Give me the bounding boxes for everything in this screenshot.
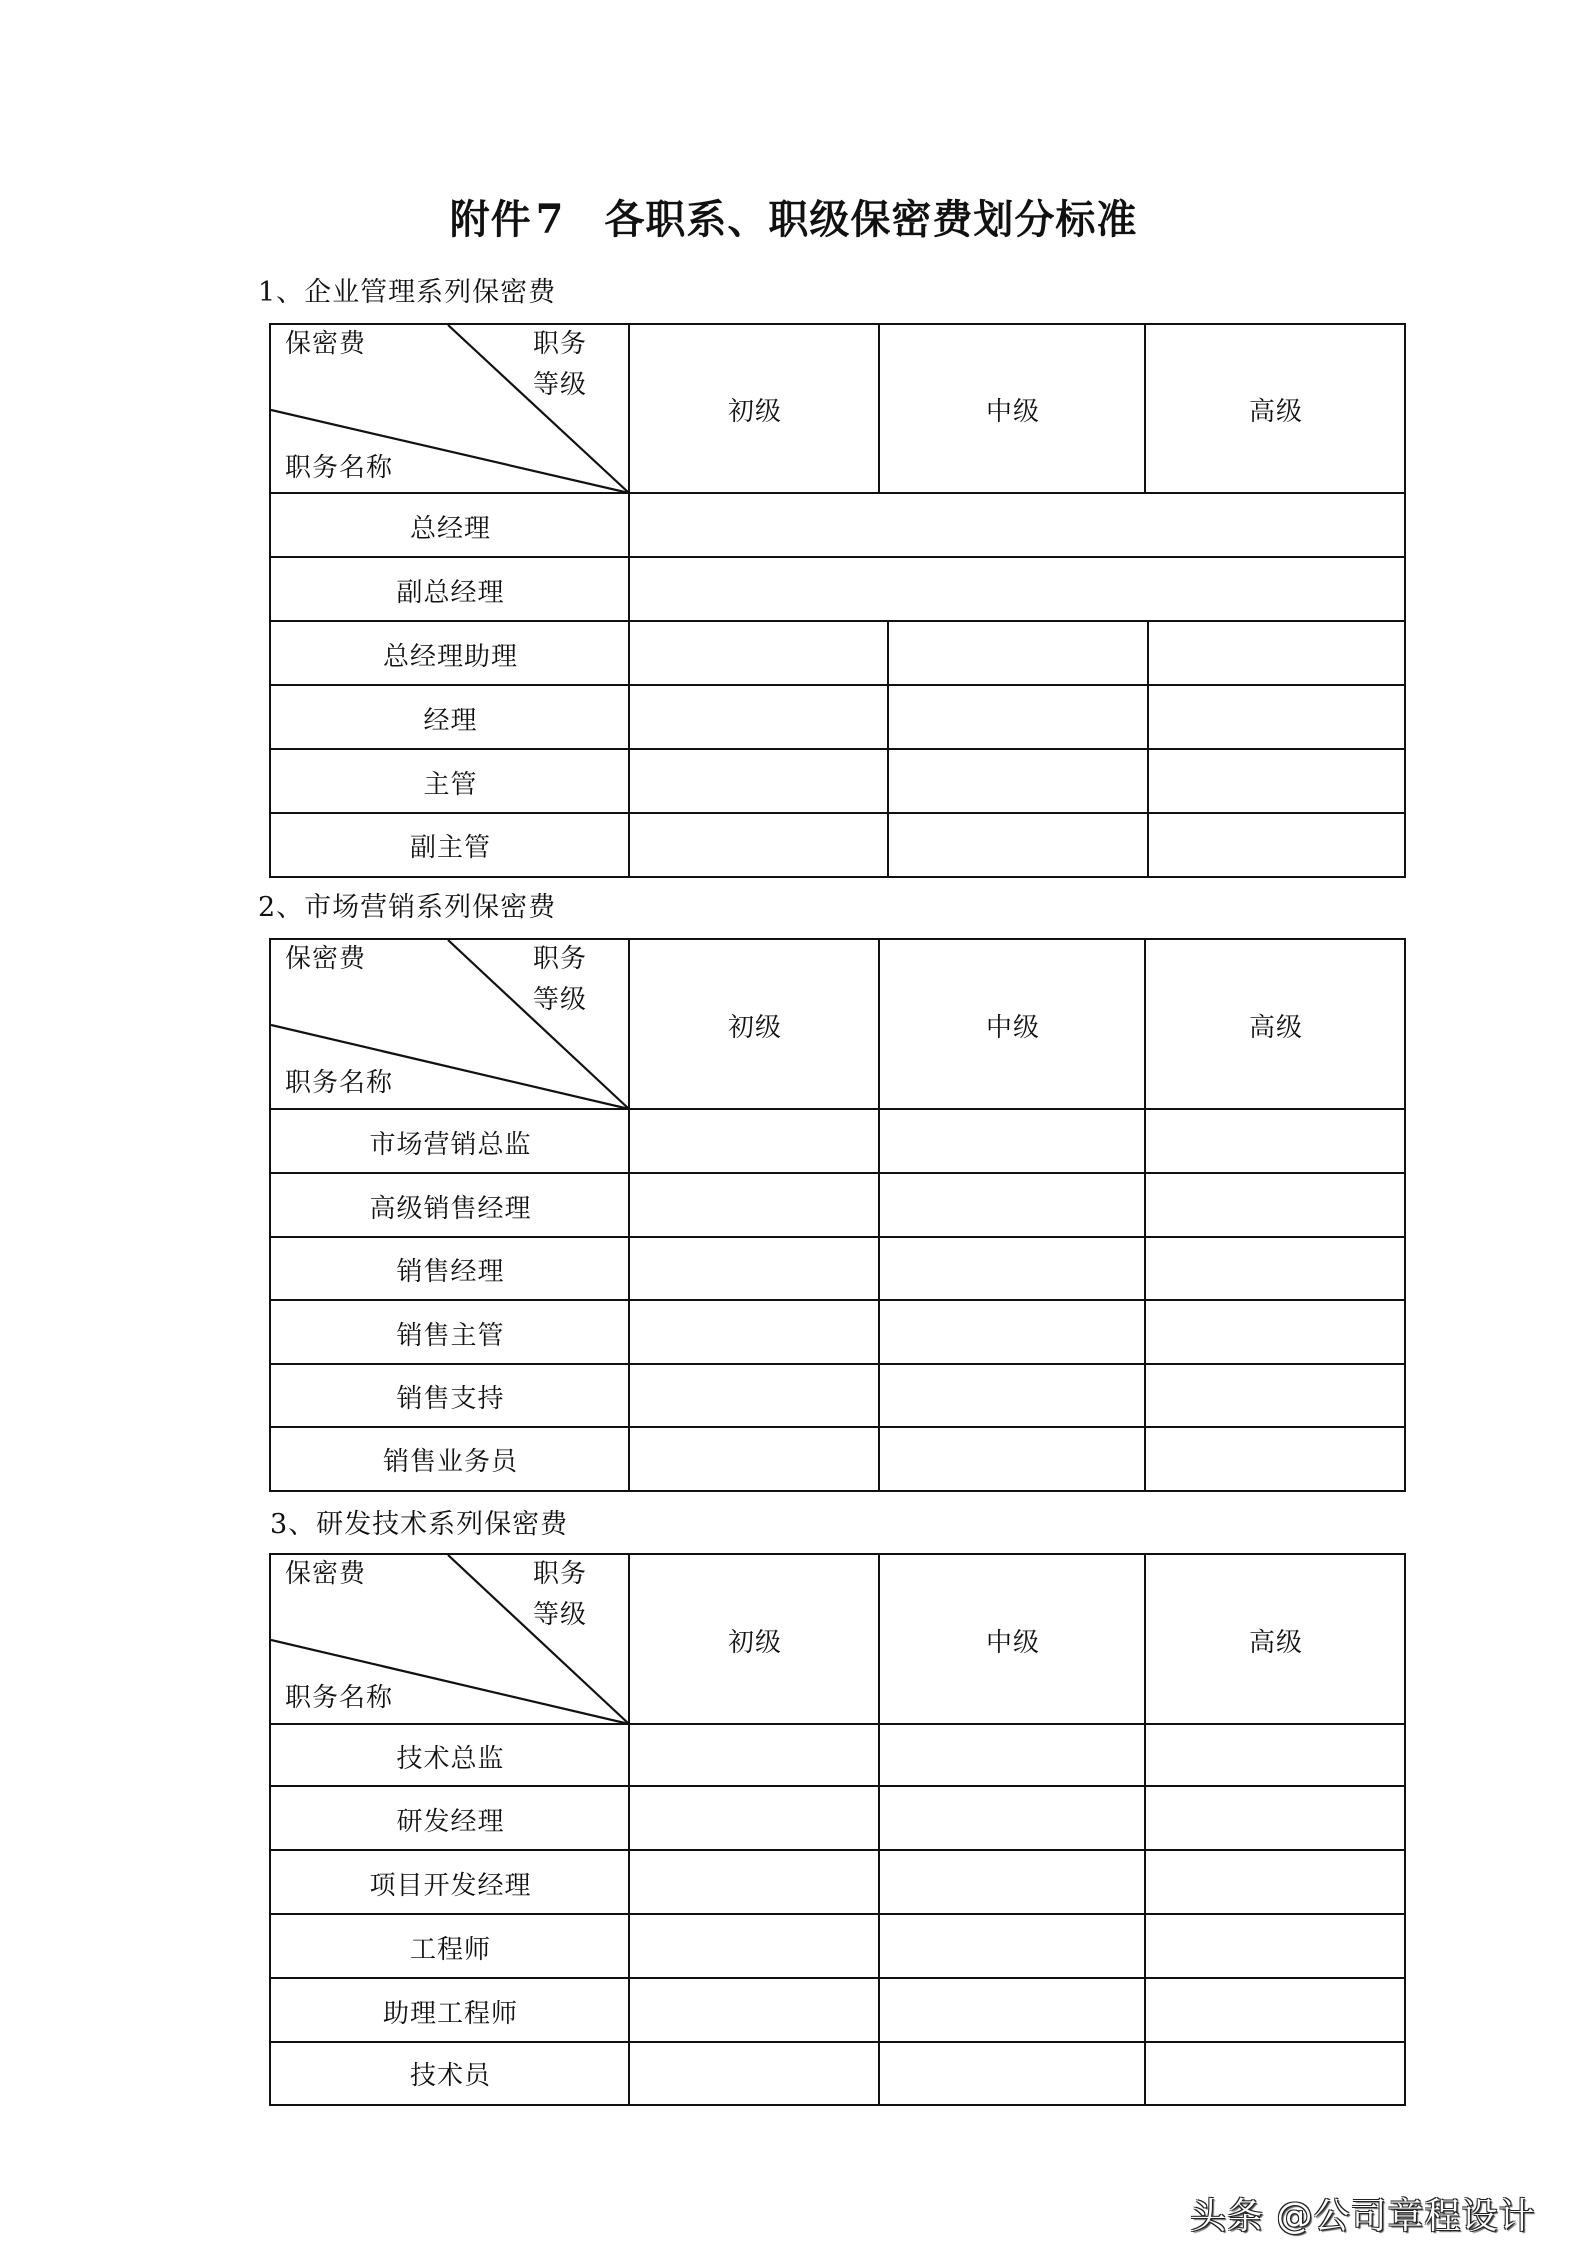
- diagonal-header-cell: [271, 325, 630, 494]
- table-row: [271, 812, 1404, 876]
- table-header-row: [271, 1555, 1404, 1725]
- fee-cell-junior[interactable]: [628, 1979, 880, 2043]
- corner-label-title: 职务名称: [285, 1068, 394, 1098]
- row-title: 项目开发经理: [369, 1870, 532, 1901]
- fee-cell-senior[interactable]: [1147, 686, 1404, 750]
- fee-cell-junior[interactable]: [628, 1365, 880, 1428]
- corner-label-level: 等级: [533, 985, 588, 1015]
- header-level-senior: 高级: [1144, 1555, 1406, 1725]
- fee-cell-junior[interactable]: [628, 1787, 880, 1851]
- header-level-senior: 高级: [1144, 940, 1406, 1110]
- corner-label-title: 职务名称: [285, 453, 394, 483]
- fee-cell-senior[interactable]: [1144, 1851, 1404, 1915]
- row-title: 技术员: [409, 2061, 491, 2091]
- table-row: [271, 1977, 1404, 2043]
- title-text: 各职系、职级保密费划分标准: [604, 196, 1138, 243]
- corner-label-fee: 保密费: [285, 329, 367, 359]
- fee-cell-junior[interactable]: [628, 1851, 880, 1915]
- table-row: [271, 684, 1404, 750]
- corner-label-position: 职务: [533, 1559, 588, 1589]
- table-row: [271, 620, 1404, 686]
- row-title: 技术总监: [396, 1743, 505, 1774]
- corner-label-position: 职务: [533, 329, 588, 359]
- table-row: [271, 1108, 1404, 1174]
- table-row: [271, 1172, 1404, 1238]
- corner-label-title: 职务名称: [285, 1683, 394, 1713]
- fee-cell-senior[interactable]: [1147, 814, 1404, 876]
- fee-cell-junior[interactable]: [628, 1110, 880, 1174]
- fee-cell-middle[interactable]: [878, 1915, 1146, 1979]
- fee-cell-senior[interactable]: [1144, 1428, 1404, 1490]
- table-row: [271, 1426, 1404, 1490]
- fee-cell-senior[interactable]: [1147, 750, 1404, 814]
- corner-label-position: 职务: [533, 944, 588, 974]
- row-title: 销售经理: [396, 1257, 505, 1287]
- row-title: 总经理助理: [382, 641, 518, 672]
- fee-cell-senior[interactable]: [1144, 1915, 1404, 1979]
- fee-cell-senior[interactable]: [1144, 1174, 1404, 1238]
- section-3-table: [269, 1553, 1406, 2106]
- fee-cell-senior[interactable]: [1144, 1787, 1404, 1851]
- fee-cell-middle[interactable]: [878, 1301, 1146, 1365]
- header-level-middle: 中级: [878, 1555, 1146, 1725]
- page-title: [0, 192, 1587, 248]
- fee-cell-middle[interactable]: [878, 1174, 1146, 1238]
- fee-cell-junior[interactable]: [628, 1238, 880, 1301]
- header-level-junior: 初级: [628, 325, 880, 494]
- section-1-table: [269, 323, 1406, 878]
- row-title: 副总经理: [396, 577, 505, 608]
- row-title: 研发经理: [396, 1806, 505, 1837]
- row-title: 工程师: [409, 1934, 491, 1965]
- fee-cell-junior[interactable]: [628, 814, 889, 876]
- fee-cell-middle[interactable]: [887, 622, 1149, 686]
- row-title: 副主管: [409, 832, 491, 863]
- header-level-junior: 初级: [628, 1555, 880, 1725]
- fee-cell-middle[interactable]: [887, 750, 1149, 814]
- corner-label-fee: 保密费: [285, 944, 367, 974]
- fee-cell-senior[interactable]: [1144, 2043, 1404, 2104]
- table-row: [271, 492, 1404, 558]
- fee-cell-middle[interactable]: [878, 1787, 1146, 1851]
- fee-cell-middle[interactable]: [878, 1725, 1146, 1787]
- table-row: [271, 1299, 1404, 1365]
- fee-cell-middle[interactable]: [887, 686, 1149, 750]
- fee-cell-junior[interactable]: [628, 1301, 880, 1365]
- table-header-row: [271, 325, 1404, 494]
- corner-label-level: 等级: [533, 1600, 588, 1630]
- diagonal-header-cell: [271, 940, 630, 1110]
- section-3-label: 3、研发技术系列保密费: [270, 1509, 569, 1540]
- row-title: 经理: [423, 705, 478, 736]
- row-title: 助理工程师: [382, 1998, 518, 2029]
- fee-cell-junior[interactable]: [628, 1915, 880, 1979]
- fee-cell-senior[interactable]: [1144, 1725, 1404, 1787]
- table-row: [271, 2041, 1404, 2104]
- fee-cell-senior[interactable]: [1144, 1238, 1404, 1301]
- table-row: [271, 556, 1404, 622]
- section-2-table: [269, 938, 1406, 1492]
- fee-cell-middle[interactable]: [878, 1851, 1146, 1915]
- corner-label-level: 等级: [533, 370, 588, 400]
- fee-cell-junior[interactable]: [628, 1174, 880, 1238]
- fee-cell-middle[interactable]: [878, 1428, 1146, 1490]
- fee-cell-middle[interactable]: [878, 1238, 1146, 1301]
- row-title: 市场营销总监: [369, 1129, 532, 1160]
- fee-cell-junior[interactable]: [628, 2043, 880, 2104]
- section-1-label: 1、企业管理系列保密费: [258, 277, 557, 308]
- header-level-junior: 初级: [628, 940, 880, 1110]
- fee-cell-middle[interactable]: [878, 2043, 1146, 2104]
- fee-cell-senior[interactable]: [1147, 622, 1404, 686]
- table-row: [271, 1913, 1404, 1979]
- fee-cell-junior[interactable]: [628, 1725, 880, 1787]
- corner-label-fee: 保密费: [285, 1559, 367, 1589]
- fee-cell-junior[interactable]: [628, 750, 889, 814]
- header-level-middle: 中级: [878, 325, 1146, 494]
- table-row: [271, 1236, 1404, 1301]
- row-title: 总经理: [409, 513, 491, 544]
- title-prefix: 附件: [449, 196, 532, 243]
- table-header-row: [271, 940, 1404, 1110]
- fee-cell-middle[interactable]: [878, 1979, 1146, 2043]
- fee-cell-middle[interactable]: [887, 814, 1149, 876]
- fee-cell-senior[interactable]: [1144, 1979, 1404, 2043]
- fee-cell-junior[interactable]: [628, 686, 889, 750]
- row-title: 高级销售经理: [369, 1193, 532, 1224]
- table-row: [271, 1849, 1404, 1915]
- fee-cell-senior[interactable]: [1144, 1110, 1404, 1174]
- table-row: [271, 1785, 1404, 1851]
- table-row: [271, 748, 1404, 814]
- section-2-label: 2、市场营销系列保密费: [258, 892, 557, 923]
- fee-cell-junior[interactable]: [628, 1428, 880, 1490]
- row-title: 主管: [423, 769, 478, 800]
- table-row: [271, 1723, 1404, 1787]
- fee-cell-merged[interactable]: [628, 494, 1404, 558]
- fee-cell-senior[interactable]: [1144, 1365, 1404, 1428]
- title-number: 7: [535, 196, 565, 243]
- fee-cell-junior[interactable]: [628, 622, 889, 686]
- row-title: 销售业务员: [382, 1446, 518, 1477]
- row-title: 销售主管: [396, 1320, 505, 1351]
- fee-cell-middle[interactable]: [878, 1110, 1146, 1174]
- diagonal-header-cell: [271, 1555, 630, 1725]
- table-row: [271, 1363, 1404, 1428]
- fee-cell-merged[interactable]: [628, 558, 1404, 622]
- watermark: 头条 @公司章程设计: [1190, 2196, 1536, 2237]
- row-title: 销售支持: [396, 1384, 505, 1414]
- header-level-senior: 高级: [1144, 325, 1406, 494]
- fee-cell-senior[interactable]: [1144, 1301, 1404, 1365]
- header-level-middle: 中级: [878, 940, 1146, 1110]
- fee-cell-middle[interactable]: [878, 1365, 1146, 1428]
